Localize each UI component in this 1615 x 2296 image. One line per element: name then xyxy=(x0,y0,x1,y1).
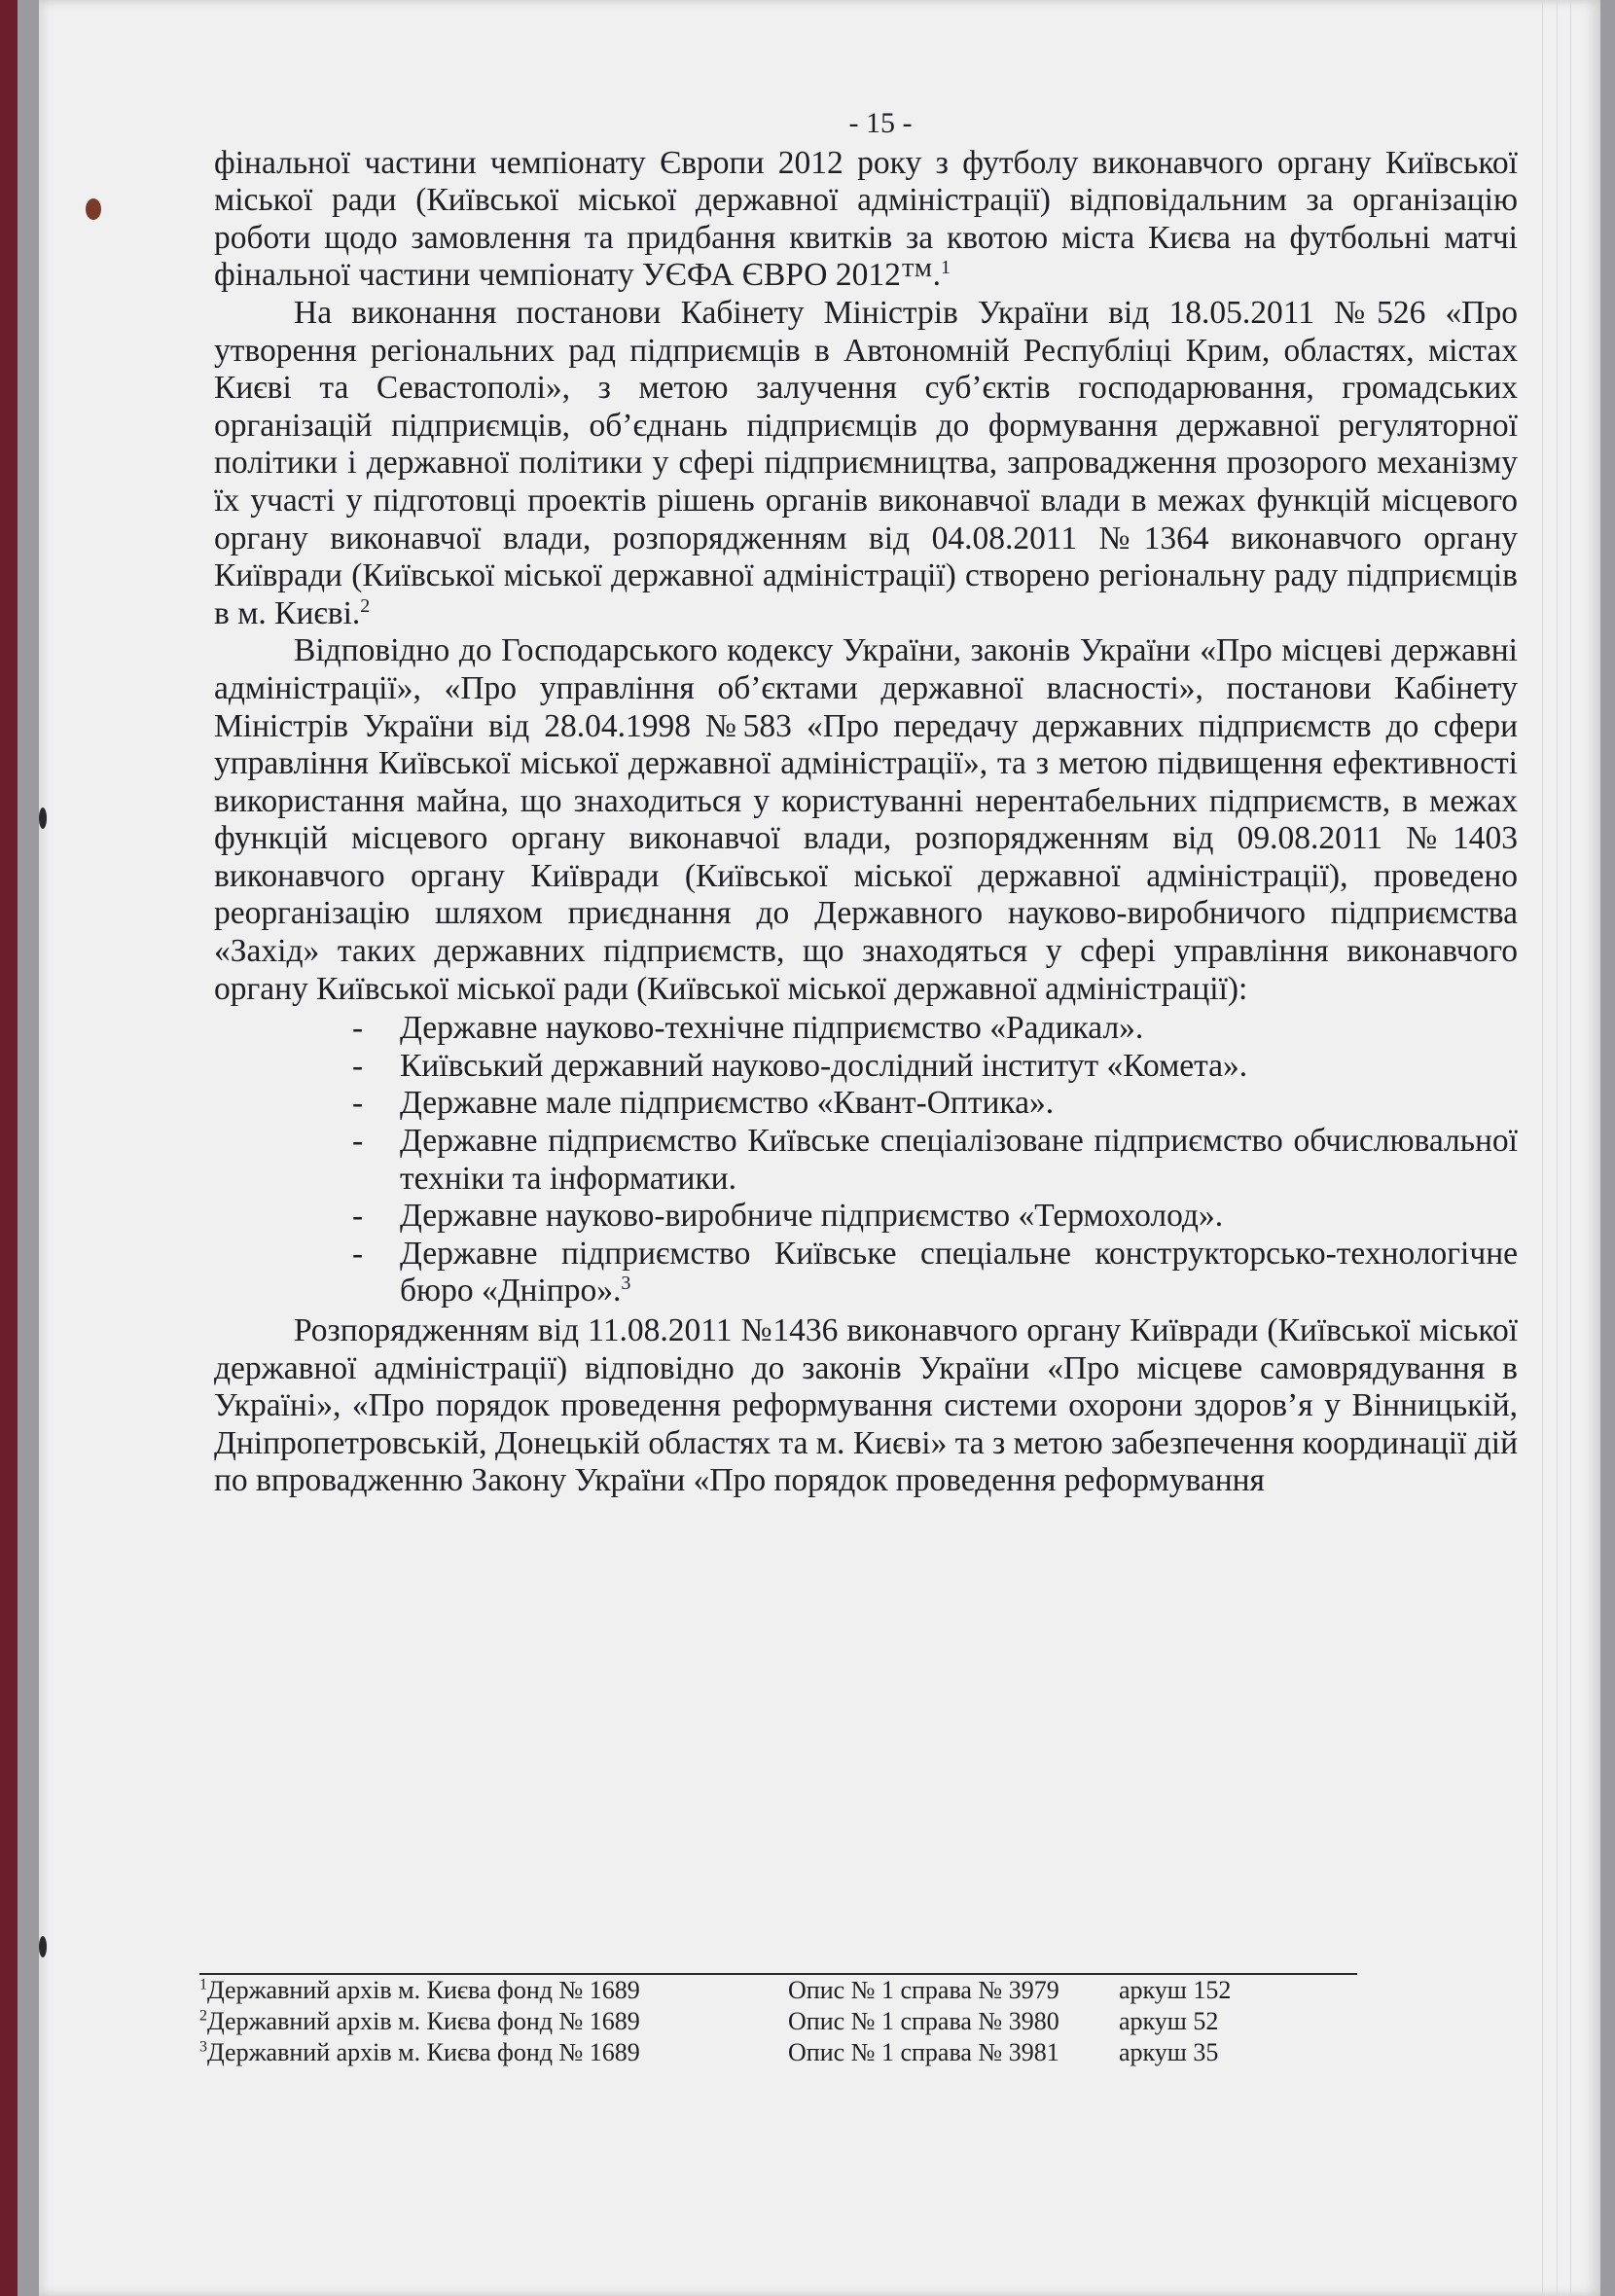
footnote-ref: 2 xyxy=(360,594,371,617)
list-item xyxy=(214,1010,1518,1048)
list-dash: - xyxy=(352,1010,364,1047)
footnote-number: 1 xyxy=(199,1976,207,1993)
list-item-text: Державне підприємство Київське спеціальне конструкторсько-технологічне бюро «Дніпро». xyxy=(400,1235,1518,1309)
footnote-archive-text: Державний архів м. Києва фонд № 1689 xyxy=(207,2007,640,2035)
page-edge-line xyxy=(1570,0,1571,2296)
page-content xyxy=(214,105,1518,1500)
enterprise-list xyxy=(214,1010,1518,1310)
list-dash: - xyxy=(352,1047,364,1084)
list-item xyxy=(214,1085,1518,1123)
paragraph-text: фінальної частини чемпіонату Європи 2012 року з футболу виконавчого органу Київської міської ради (Київської міської державної адміністрації) відповідальним за організацію роботи щодо замовлення та придбання квитків за квотою міста Києва на футбольні матчі фінальної частини чемпіонату УЄФА ЄВРО 2012™. xyxy=(214,144,1518,294)
list-item-text: Київський державний науково-дослідний інститут «Комета». xyxy=(400,1047,1248,1084)
list-item xyxy=(214,1048,1518,1086)
paragraph-4 xyxy=(214,1312,1518,1500)
footnote-sheet: аркуш 152 xyxy=(1119,1976,1232,2004)
paragraph-2 xyxy=(214,295,1518,632)
list-item xyxy=(214,1236,1518,1310)
list-dash: - xyxy=(352,1123,364,1160)
list-item xyxy=(214,1198,1518,1236)
footnote-archive xyxy=(199,2006,788,2037)
binding-hole xyxy=(86,198,101,220)
paragraph-1 xyxy=(214,145,1518,295)
footnote-row xyxy=(199,2037,1231,2068)
footnote-row xyxy=(199,2006,1231,2037)
footnote-archive xyxy=(199,1975,788,2006)
list-dash: - xyxy=(352,1085,364,1122)
footnote-opis: Опис № 1 справа № 3981 xyxy=(788,2038,1059,2066)
page-edge-line xyxy=(1557,0,1558,2296)
footnote-opis: Опис № 1 справа № 3979 xyxy=(788,1976,1059,2004)
list-dash: - xyxy=(352,1235,364,1272)
footnote-sheet: аркуш 52 xyxy=(1119,2007,1219,2035)
list-item-text: Державне науково-виробниче підприємство «Термохолод». xyxy=(400,1198,1224,1235)
list-item-text: Державне науково-технічне підприємство «Радикал». xyxy=(400,1010,1144,1047)
footnote-archive-text: Державний архів м. Києва фонд № 1689 xyxy=(207,2038,640,2066)
paragraph-text: На виконання постанови Кабінету Міністрів України від 18.05.2011 №526 «Про утворення регіональних рад підприємців в Автономній Республіці Крим, областях, містах Києві та Севастополі», з метою залучення суб’єктів господарювання, громадських організацій підприємців, об’єднань підприємців до формування державної регуляторної політики і державної політики у сфері підприємництва, запровадження прозорого механізму їх участі у підготовці проектів рішень органів виконавчої влади в межах функцій місцевого органу виконавчої влади, розпорядженням від 04.08.2011 №1364 виконавчого органу Київради (Київської міської державної адміністрації) створено регіональну раду підприємців в м. Києві. xyxy=(214,294,1518,631)
footnote-number: 3 xyxy=(199,2038,207,2056)
footnotes xyxy=(199,1975,1231,2068)
list-item xyxy=(214,1123,1518,1198)
page-edge-line xyxy=(1542,0,1543,2296)
list-dash: - xyxy=(352,1198,364,1235)
footnote-row xyxy=(199,1975,1231,2006)
footnote-ref: 3 xyxy=(621,1273,631,1295)
page-number: - 15 - xyxy=(848,107,913,139)
list-item-text: Державне підприємство Київське спеціалізоване підприємство обчислювальної техніки та інформатики. xyxy=(400,1123,1518,1197)
list-item-text: Державне мале підприємство «Квант-Оптика». xyxy=(400,1085,1055,1122)
binding-strip xyxy=(0,0,18,2296)
binding-hole xyxy=(39,807,47,829)
binding-hole xyxy=(39,1936,47,1957)
footnote-ref: 1 xyxy=(941,257,951,279)
paragraph-text: Розпорядженням від 11.08.2011 №1436 виконавчого органу Київради (Київської міської державної адміністрації) відповідно до законів України «Про місцеве самоврядування в Україні», «Про порядок проведення реформування системи охорони здоров’я у Вінницькій, Дніпропетровській, Донецькій областях та м. Києві» та з метою забезпечення координації дій по впровадженню Закону України «Про порядок проведення реформування xyxy=(214,1312,1518,1499)
footnote-archive-text: Державний архів м. Києва фонд № 1689 xyxy=(207,1976,640,2004)
footnote-sheet: аркуш 35 xyxy=(1119,2038,1219,2066)
paragraph-text: Відповідно до Господарського кодексу України, законів України «Про місцеві державні адміністрації», «Про управління об’єктами державної власності», постанови Кабінету Міністрів України від 28.04.1998 №583 «Про передачу державних підприємств до сфери управління Київської міської державної адміністрації», та з метою підвищення ефективності використання майна, що знаходиться у користуванні нерентабельних підприємств, в межах функцій місцевого органу виконавчої влади, розпорядженням від 09.08.2011 №1403 виконавчого органу Київради (Київської міської державної адміністрації), проведено реорганізацію шляхом приєднання до Державного науково-виробничого підприємства «Захід» таких державних підприємств, що знаходяться у сфері управління виконавчого органу Київської міської ради (Київської міської державної адміністрації): xyxy=(214,632,1518,1007)
footnote-opis: Опис № 1 справа № 3980 xyxy=(788,2007,1059,2035)
footnote-number: 2 xyxy=(199,2007,207,2025)
paragraph-3 xyxy=(214,632,1518,1008)
footnote-archive xyxy=(199,2037,788,2068)
